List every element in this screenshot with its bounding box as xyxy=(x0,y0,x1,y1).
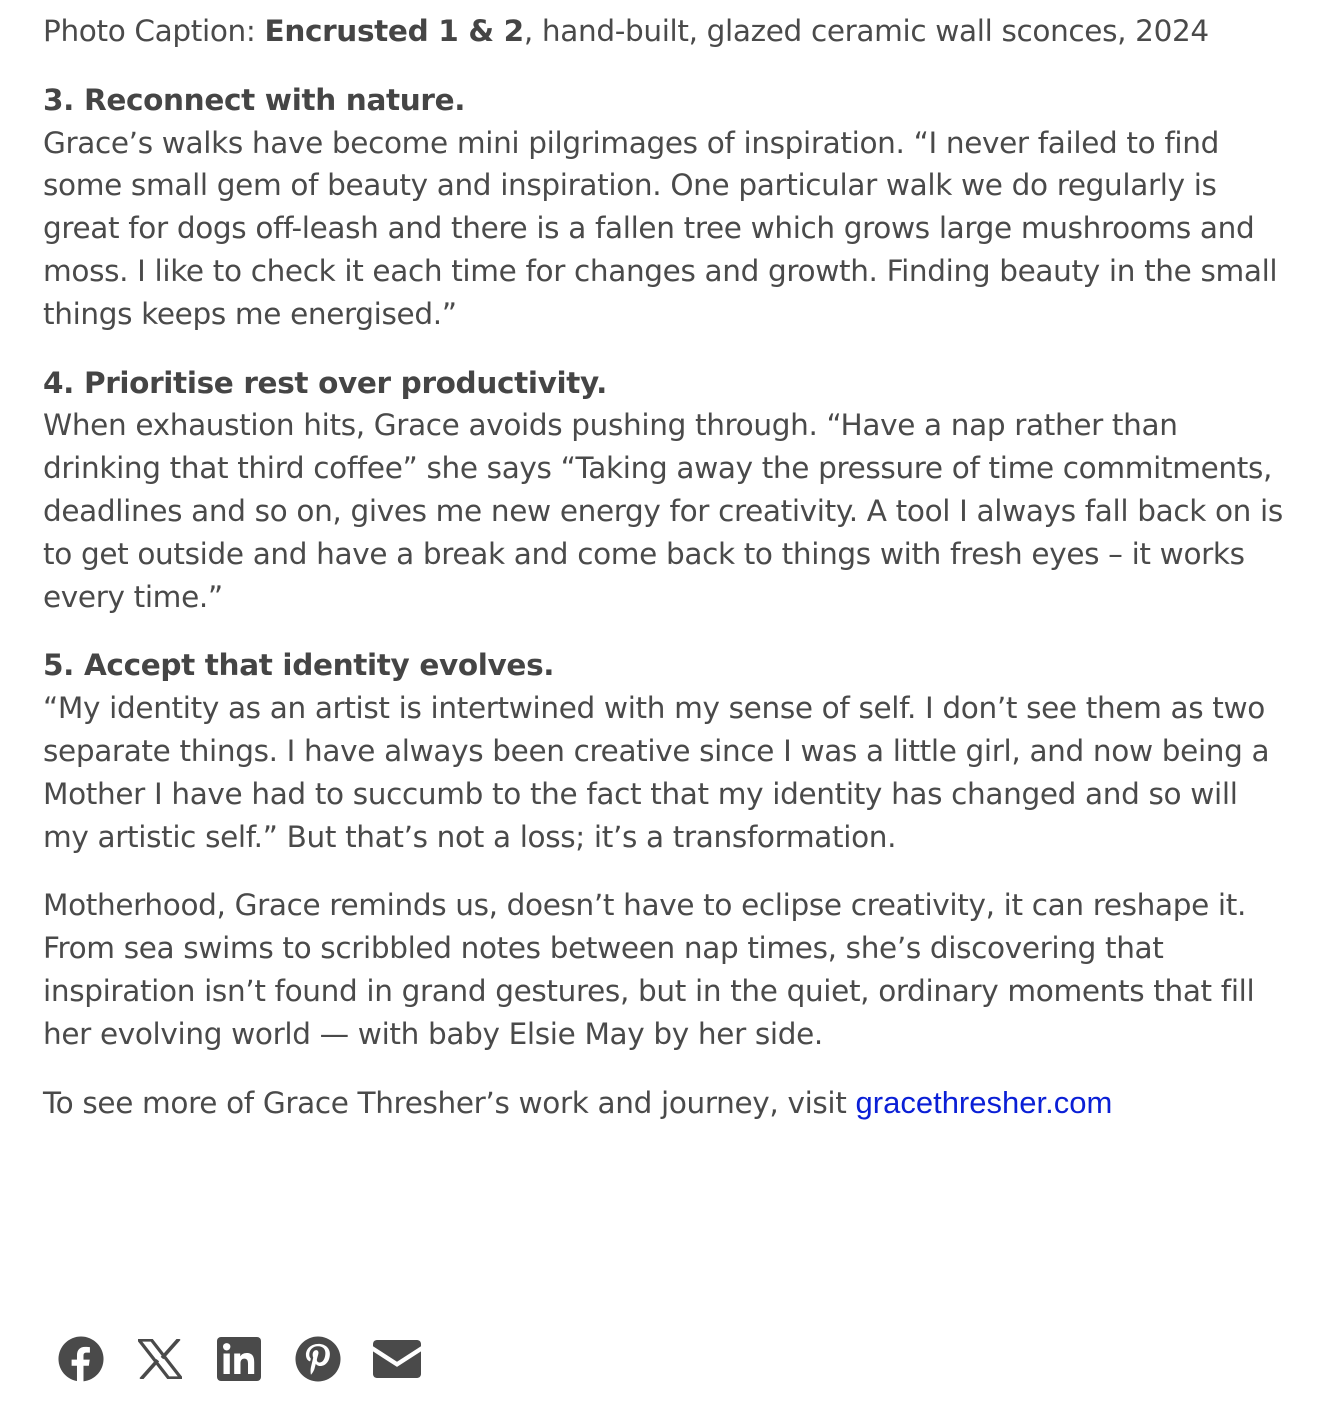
tip-5 xyxy=(43,644,1283,858)
email-icon[interactable] xyxy=(373,1335,421,1383)
tip-3-heading: 3. Reconnect with nature. xyxy=(43,82,466,117)
tip-5-body: “My identity as an artist is intertwined with my sense of self. I don’t see them as two separate things. I have always been creative since I was a little girl, and now being a Mother I have had to succumb to the fact that my identity has changed and so will my artistic self.” But that’s not a loss; it’s a transformation. xyxy=(43,691,1270,854)
caption-artwork-title: Encrusted 1 & 2 xyxy=(264,14,524,48)
tip-5-heading: 5. Accept that identity evolves. xyxy=(43,648,555,683)
closing-paragraph: Motherhood, Grace reminds us, doesn’t have to eclipse creativity, it can reshape it. From sea swims to scribbled notes between nap times, she’s discovering that inspiration isn’t found in grand gestures, but in the quiet, ordinary moments that fill her evolving world — with baby Elsie May by her side. xyxy=(43,888,1255,1051)
tip-4 xyxy=(43,362,1283,619)
share-bar xyxy=(57,1335,452,1383)
caption-details: , hand-built, glazed ceramic wall sconces, 2024 xyxy=(523,14,1209,48)
tip-4-heading: 4. Prioritise rest over productivity. xyxy=(43,365,608,400)
caption-prefix: Photo Caption: xyxy=(43,14,265,48)
photo-caption xyxy=(43,10,1283,53)
tip-3 xyxy=(43,79,1283,336)
website-link[interactable]: gracethresher.com xyxy=(855,1084,1113,1120)
facebook-icon[interactable] xyxy=(57,1335,105,1383)
tip-3-body: Grace’s walks have become mini pilgrimages of inspiration. “I never failed to find some small gem of beauty and inspiration. One particular walk we do regularly is great for dogs off-leash and there is a fallen tree which grows large mushrooms and moss. I like to check it each time for changes and growth. Finding beauty in the small things keeps me energised.” xyxy=(43,125,1278,331)
visit-paragraph xyxy=(43,1082,1283,1125)
visit-text: To see more of Grace Thresher’s work and journey, visit xyxy=(43,1085,856,1120)
x-icon[interactable] xyxy=(136,1335,184,1383)
linkedin-icon[interactable] xyxy=(215,1335,263,1383)
article-body xyxy=(43,10,1283,1150)
tip-4-body: When exhaustion hits, Grace avoids pushing through. “Have a nap rather than drinking that third coffee” she says “Taking away the pressure of time commitments, deadlines and so on, gives me new energy for creativity. A tool I always fall back on is to get outside and have a break and come back to things with fresh eyes – it works every time.” xyxy=(43,408,1283,614)
pinterest-icon[interactable] xyxy=(294,1335,342,1383)
